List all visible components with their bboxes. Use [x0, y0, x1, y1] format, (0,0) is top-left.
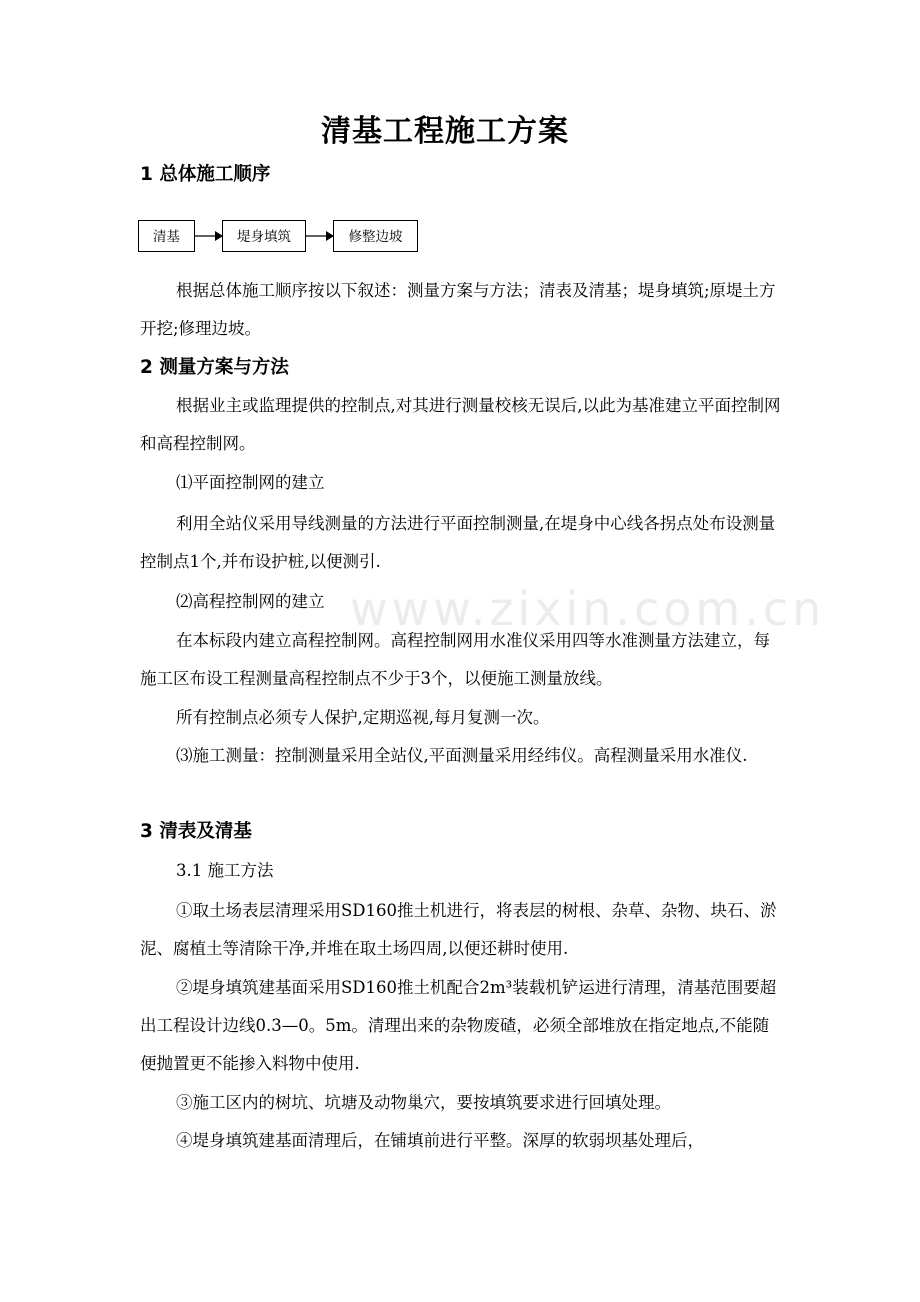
section-1-heading: 1 总体施工顺序 — [140, 164, 271, 185]
method-item-3-text: ③施工区内的树坑、坑塘及动物巢穴，要按填筑要求进行回填处理。 — [176, 1093, 671, 1112]
section-2-intro — [140, 387, 785, 463]
flow-step-2: 堤身填筑 — [222, 220, 306, 252]
section-1-paragraph-text: 根据总体施工顺序按以下叙述：测量方案与方法；清表及清基；堤身填筑;原堤土方开挖;修理边坡。 — [140, 281, 776, 338]
flow-step-3: 修整边坡 — [333, 220, 418, 252]
method-item-4-text: ④堤身填筑建基面清理后，在铺填前进行平整。深厚的软弱坝基处理后， — [176, 1131, 704, 1150]
elevation-control-paragraph — [140, 622, 785, 698]
method-item-3 — [140, 1084, 785, 1122]
document-title: 清基工程施工方案 — [321, 114, 569, 149]
plane-control-paragraph — [140, 505, 785, 581]
arrow-right-icon — [195, 229, 223, 243]
elevation-control-text: 在本标段内建立高程控制网。高程控制网用水准仪采用四等水准测量方法建立，每施工区布设工程测量高程控制点不少于3个，以便施工测量放线。 — [140, 631, 770, 688]
arrow-right-icon — [306, 229, 334, 243]
subheading-plane-control: ⑴平面控制网的建立 — [176, 473, 325, 492]
protection-text: 所有控制点必须专人保护,定期巡视,每月复测一次。 — [176, 708, 550, 727]
protection-paragraph — [140, 699, 785, 737]
construction-survey-text: ⑶施工测量：控制测量采用全站仪,平面测量采用经纬仪。高程测量采用水准仪. — [176, 746, 748, 765]
method-item-1 — [140, 892, 785, 968]
flow-step-1: 清基 — [138, 220, 195, 252]
subheading-method: 3.1 施工方法 — [176, 861, 274, 880]
section-2-heading: 2 测量方案与方法 — [140, 357, 289, 378]
section-3-heading: 3 清表及清基 — [140, 821, 252, 842]
method-item-2-text: ②堤身填筑建基面采用SD160推土机配合2m³装载机铲运进行清理，清基范围要超出工程设计边线0.3—0。5m。清理出来的杂物废碴，必须全部堆放在指定地点,不能随便抛置更不能掺入料物中使用. — [140, 978, 777, 1073]
section-2-intro-text: 根据业主或监理提供的控制点,对其进行测量校核无误后,以此为基准建立平面控制网和高程控制网。 — [140, 396, 781, 453]
plane-control-text: 利用全站仪采用导线测量的方法进行平面控制测量,在堤身中心线各拐点处布设测量控制点1个,并布设护桩,以便测引. — [140, 514, 776, 571]
section-1-paragraph — [140, 272, 785, 348]
construction-survey-paragraph — [140, 737, 785, 775]
method-item-4 — [140, 1122, 785, 1160]
method-item-1-text: ①取土场表层清理采用SD160推土机进行，将表层的树根、杂草、杂物、块石、淤泥、腐植土等清除干净,并堆在取土场四周,以便还耕时使用. — [140, 901, 777, 958]
method-item-2 — [140, 969, 785, 1083]
watermark: www.zixin.com.cn — [350, 582, 826, 636]
subheading-elevation-control: ⑵高程控制网的建立 — [176, 592, 325, 611]
